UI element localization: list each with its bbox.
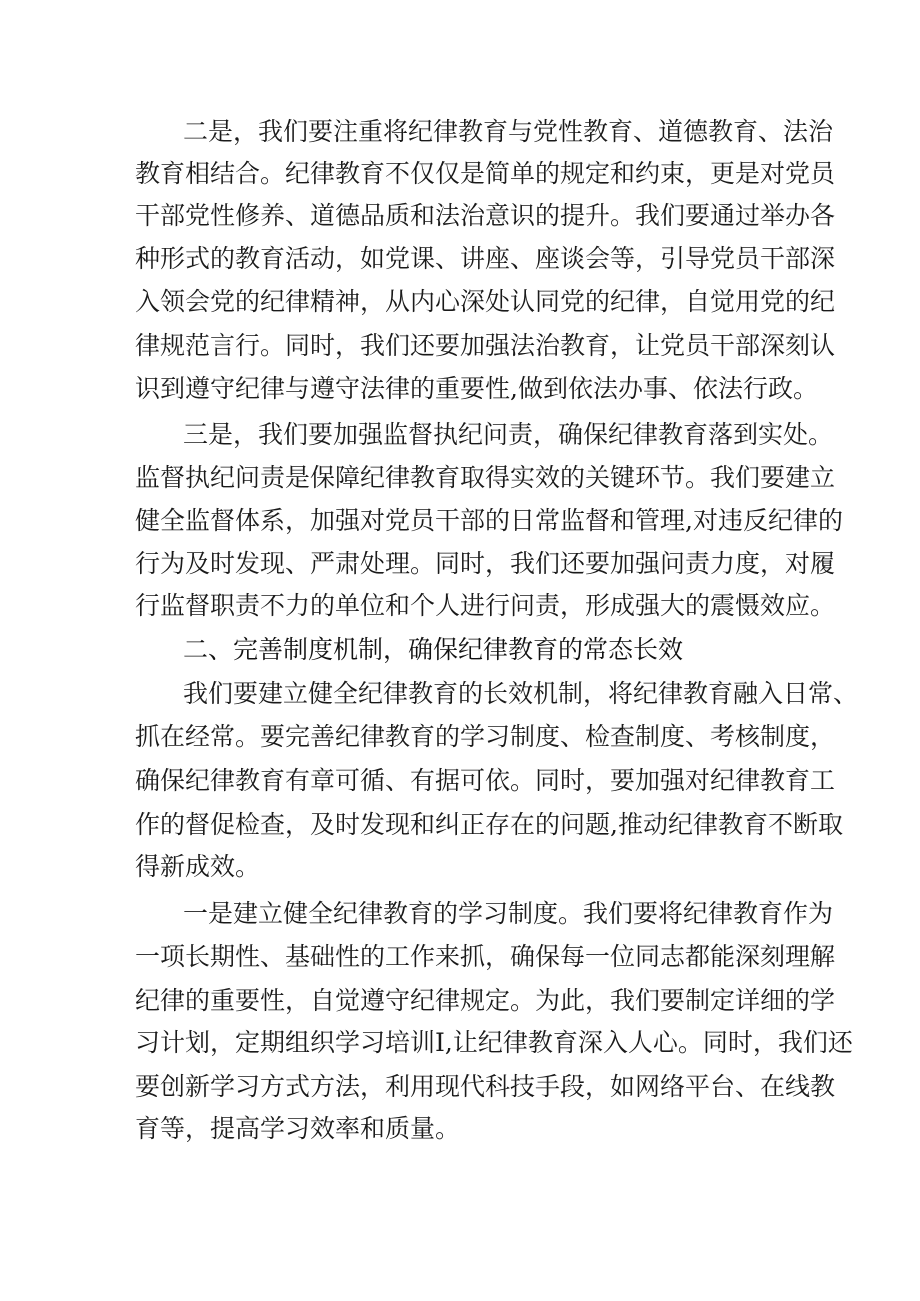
- paragraph-line: 作的督促检查，及时发现和纠正存在的问题,推动纪律教育不断取: [135, 810, 843, 839]
- paragraph-line: 识到遵守纪律与遵守法律的重要性,做到依法办事、依法行政。: [135, 374, 818, 403]
- paragraph-line: 习计划，定期组织学习培训I,让纪律教育深入人心。同时，我们还: [135, 1028, 853, 1057]
- paragraph-line: 抓在经常。要完善纪律教育的学习制度、检查制度、考核制度，: [135, 722, 836, 751]
- paragraph-line: 教育相结合。纪律教育不仅仅是简单的规定和约束，更是对党员: [135, 159, 836, 188]
- paragraph-line: 确保纪律教育有章可循、有据可依。同时，要加强对纪律教育工: [135, 766, 836, 795]
- paragraph-line: 行为及时发现、严肃处理。同时，我们还要加强问责力度，对履: [135, 549, 836, 578]
- paragraph-line: 我们要建立健全纪律教育的长效机制，将纪律教育融入日常、: [183, 679, 859, 708]
- section-heading: 二、完善制度机制，确保纪律教育的常态长效: [183, 635, 684, 664]
- paragraph-line: 种形式的教育活动，如党课、讲座、座谈会等，引导党员干部深: [135, 244, 836, 273]
- paragraph-line: 干部党性修养、道德品质和法治意识的提升。我们要通过举办各: [135, 201, 836, 230]
- paragraph-line: 三是，我们要加强监督执纪问责，确保纪律教育落到实处。: [183, 420, 834, 449]
- paragraph-line: 律规范言行。同时，我们还要加强法治教育，让党员干部深刻认: [135, 331, 836, 360]
- paragraph-line: 要创新学习方式方法，利用现代科技手段，如网络平台、在线教: [135, 1072, 836, 1101]
- paragraph-line: 一是建立健全纪律教育的学习制度。我们要将纪律教育作为: [183, 899, 834, 928]
- paragraph-line: 二是，我们要注重将纪律教育与党性教育、道德教育、法治: [183, 117, 834, 146]
- paragraph-line: 一项长期性、基础性的工作来抓，确保每一位同志都能深刻理解: [135, 942, 836, 971]
- paragraph-line: 行监督职责不力的单位和个人进行问责，形成强大的震慑效应。: [135, 591, 836, 620]
- paragraph-line: 入领会党的纪律精神，从内心深处认同党的纪律，自觉用党的纪: [135, 287, 836, 316]
- paragraph-line: 纪律的重要性，自觉遵守纪律规定。为此，我们要制定详细的学: [135, 986, 836, 1015]
- paragraph-line: 健全监督体系，加强对党员干部的日常监督和管理,对违反纪律的: [135, 506, 843, 535]
- paragraph-line: 得新成效。: [135, 852, 261, 881]
- paragraph-line: 监督执纪问责是保障纪律教育取得实效的关键环节。我们要建立: [135, 463, 836, 492]
- paragraph-line: 育等，提高学习效率和质量。: [135, 1114, 461, 1143]
